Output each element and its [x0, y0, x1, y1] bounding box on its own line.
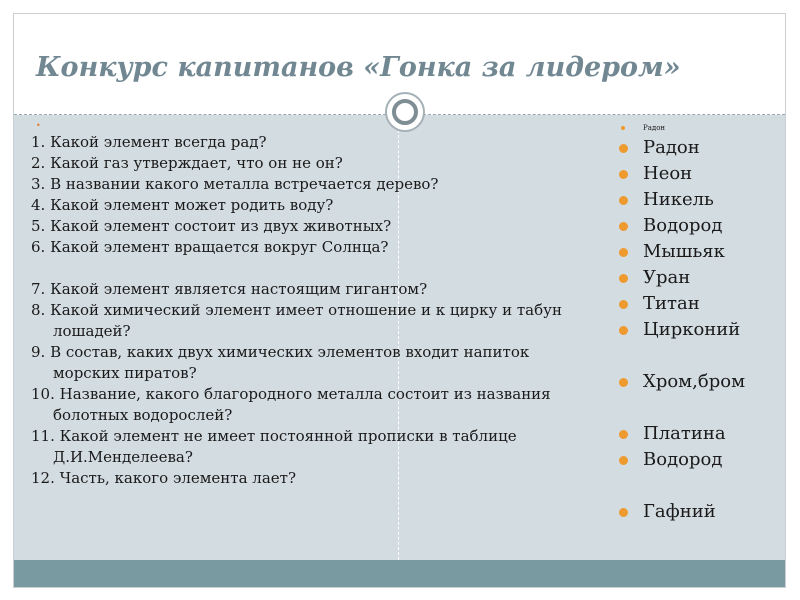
question-item: 12. Часть, какого элемента лает? [31, 469, 296, 487]
answer-item: Водород [617, 213, 782, 239]
ring-icon [392, 99, 418, 125]
question-item: 1. Какой элемент всегда рад? [31, 133, 267, 151]
answer-item: Цирконий [617, 317, 782, 343]
answer-item: Радон [617, 121, 782, 135]
answer-item: Радон [617, 135, 782, 161]
question-item: 11. Какой элемент не имеет постоянной прописки в таблице Д.И.Менделеева? [31, 427, 517, 466]
question-item: 10. Название, какого благородного металла состоит из названия болотных водорослей? [31, 385, 551, 424]
answers-list [617, 121, 782, 525]
question-item: 4. Какой элемент может родить воду? [31, 196, 334, 214]
slide-title: Конкурс капитанов «Гонка за лидером» [36, 52, 681, 83]
answer-item: Титан [617, 291, 782, 317]
answer-item: Платина [617, 421, 782, 447]
answer-item: Водород [617, 447, 782, 473]
question-item: 3. В названии какого металла встречается дерево? [31, 175, 439, 193]
question-item: 7. Какой элемент является настоящим гигантом? [31, 280, 428, 298]
answer-item: Неон [617, 161, 782, 187]
question-item: 6. Какой элемент вращается вокруг Солнца? [31, 238, 389, 256]
question-item: 8. Какой химический элемент имеет отношение и к цирку и табун лошадей? [31, 301, 562, 340]
content-area [14, 115, 785, 560]
circle-ornament-icon [385, 92, 425, 132]
question-item: 2. Какой газ утверждает, что он не он? [31, 154, 343, 172]
answer-item: Уран [617, 265, 782, 291]
answer-item: Мышьяк [617, 239, 782, 265]
answer-item: Хром,бром [617, 369, 782, 395]
answer-item: Никель [617, 187, 782, 213]
answer-item: Гафний [617, 499, 782, 525]
questions-list [31, 120, 596, 489]
slide [13, 13, 786, 588]
bullet-icon: • [36, 121, 41, 130]
footer-bar [14, 560, 785, 587]
question-item: 9. В состав, каких двух химических элементов входит напиток морских пиратов? [31, 343, 530, 382]
question-item: 5. Какой элемент состоит из двух животных? [31, 217, 392, 235]
